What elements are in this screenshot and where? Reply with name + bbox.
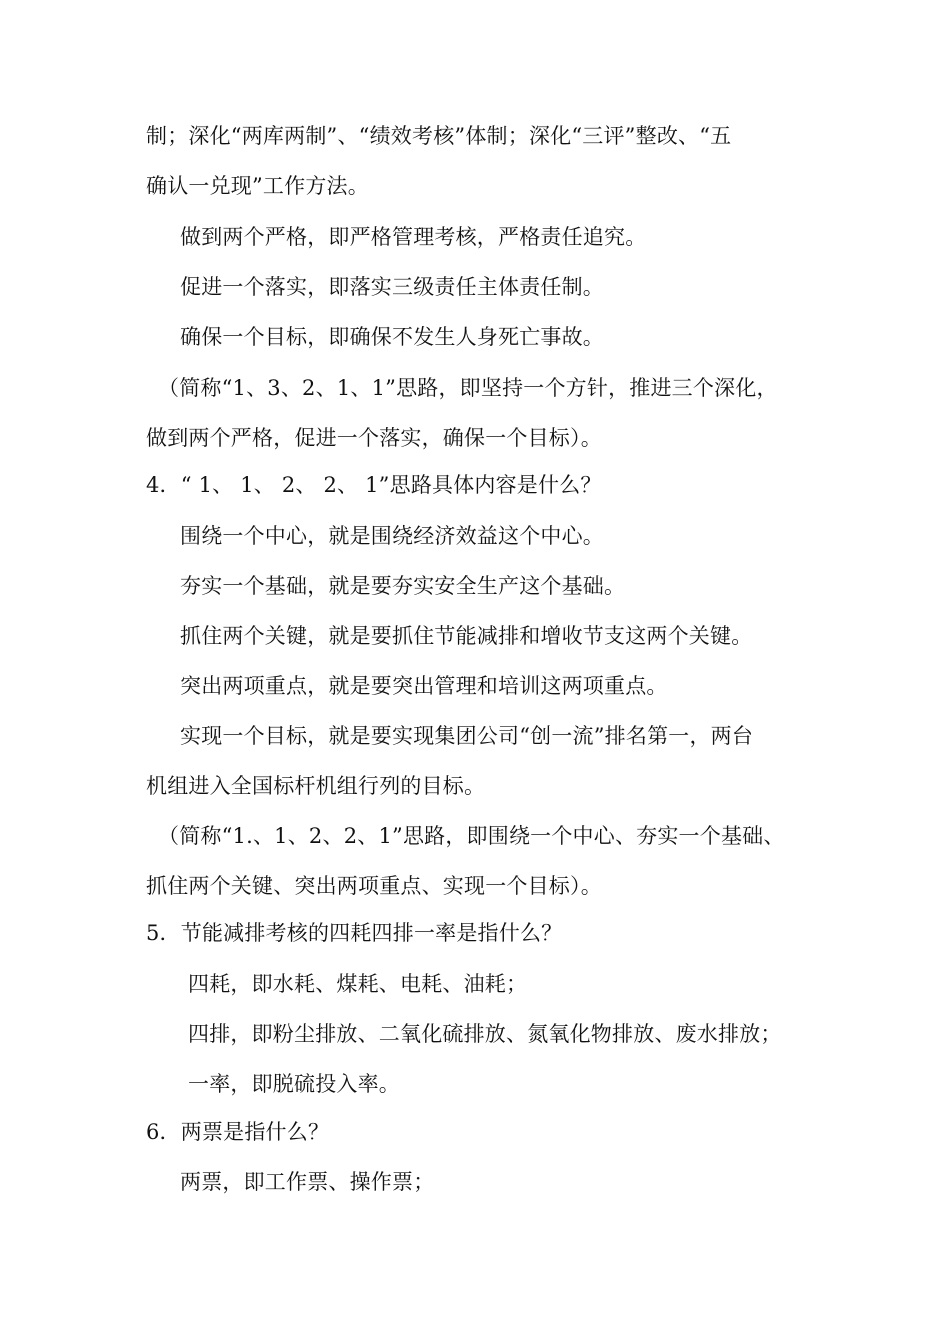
paragraph-line: （简称“1、3、2、1、1”思路，即坚持一个方针，推进三个深化，	[158, 376, 778, 400]
paragraph-line: 突出两项重点，就是要突出管理和培训这两项重点。	[180, 674, 668, 698]
paragraph-line: 四排，即粉尘排放、二氧化硫排放、氮氧化物排放、废水排放；	[188, 1022, 782, 1046]
paragraph-line: 实现一个目标，就是要实现集团公司“创一流”排名第一，两台	[180, 724, 754, 748]
paragraph-line: 机组进入全国标杆机组行列的目标。	[146, 774, 486, 798]
paragraph-line: 两票，即工作票、操作票；	[180, 1170, 435, 1194]
paragraph-line: 夯实一个基础，就是要夯实安全生产这个基础。	[180, 574, 626, 598]
paragraph-line: 确认一兑现”工作方法。	[146, 174, 369, 198]
paragraph-line: 制；深化“两库两制”、“绩效考核”体制；深化“三评”整改、“五	[146, 124, 732, 148]
section-heading: 4．“ 1、 1、 2、 2、 1”思路具体内容是什么？	[146, 473, 602, 497]
paragraph-line: 做到两个严格，即严格管理考核，严格责任追究。	[180, 225, 647, 249]
paragraph-line: 抓住两个关键，就是要抓住节能减排和增收节支这两个关键。	[180, 624, 753, 648]
paragraph-line: 确保一个目标，即确保不发生人身死亡事故。	[180, 325, 604, 349]
paragraph-line: 抓住两个关键、突出两项重点、实现一个目标）。	[146, 874, 602, 898]
paragraph-line: 一率，即脱硫投入率。	[188, 1072, 400, 1096]
paragraph-line: （简称“1.、1、2、2、1”思路，即围绕一个中心、夯实一个基础、	[158, 824, 785, 848]
paragraph-line: 围绕一个中心，就是围绕经济效益这个中心。	[180, 524, 604, 548]
section-heading: 5．节能减排考核的四耗四排一率是指什么？	[146, 921, 563, 945]
paragraph-line: 促进一个落实，即落实三级责任主体责任制。	[180, 275, 604, 299]
paragraph-line: 四耗，即水耗、煤耗、电耗、油耗；	[188, 972, 528, 996]
section-heading: 6．两票是指什么？	[146, 1120, 330, 1144]
paragraph-line: 做到两个严格，促进一个落实，确保一个目标）。	[146, 426, 602, 450]
